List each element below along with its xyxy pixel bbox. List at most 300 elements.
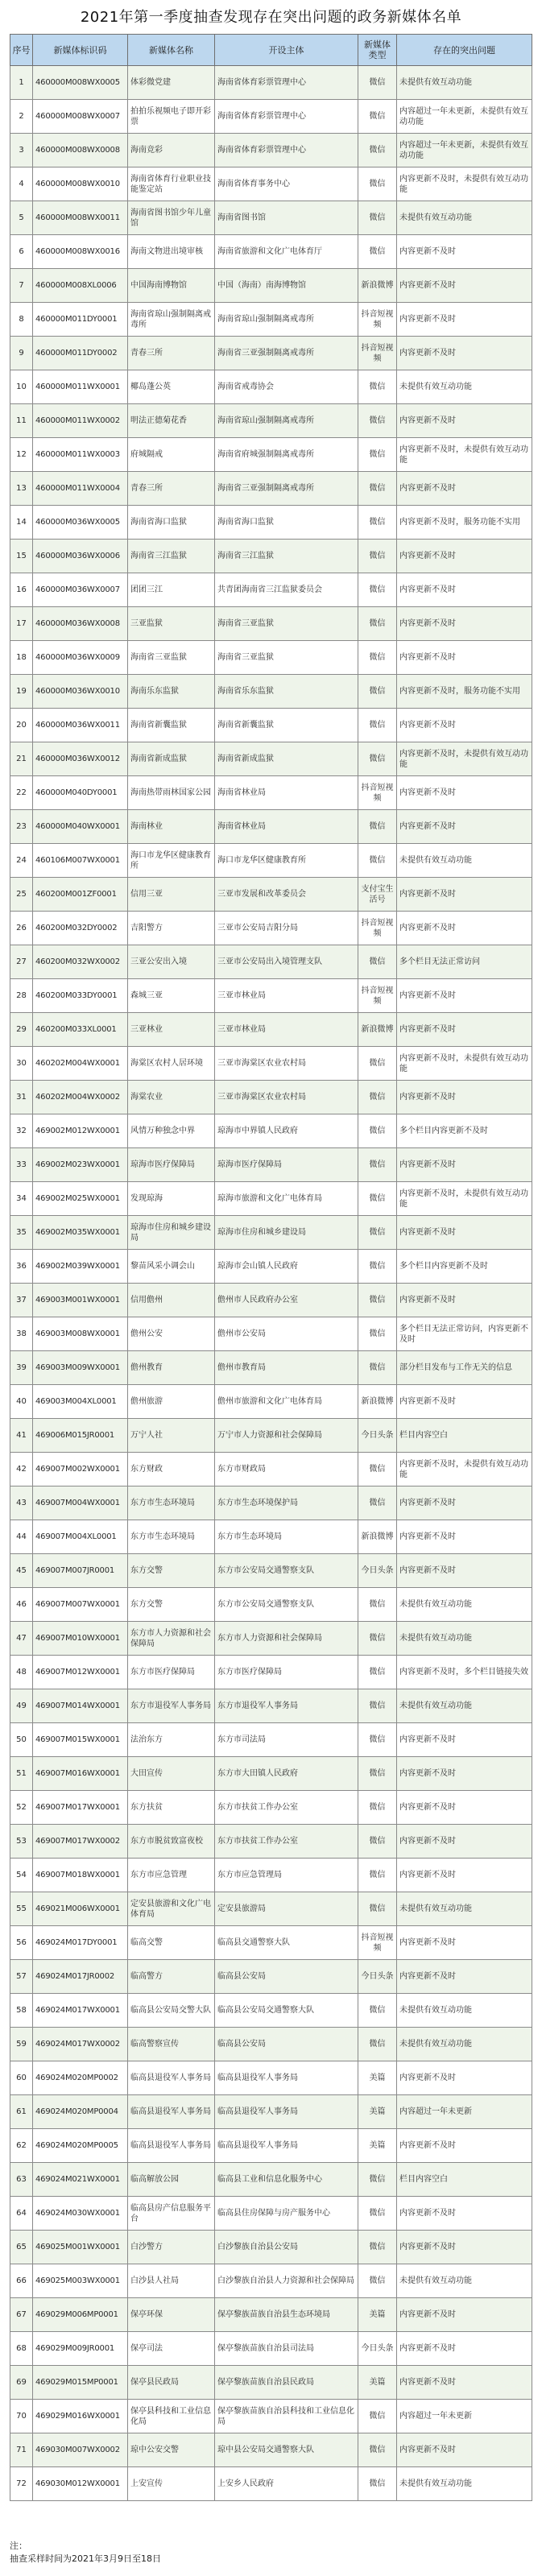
cell-issue: 未提供有效互动功能: [397, 1588, 532, 1622]
cell-index: 2: [10, 100, 33, 134]
cell-organizer: 临高县公安局: [215, 2028, 358, 2061]
cell-organizer: 保亭黎族苗族自治县司法局: [215, 2332, 358, 2366]
header-organizer: 开设主体: [215, 35, 358, 66]
cell-media-type: 微信: [358, 1486, 397, 1520]
cell-index: 67: [10, 2298, 33, 2332]
header-index: 序号: [10, 35, 33, 66]
cell-issue: 未提供有效互动功能: [397, 1622, 532, 1656]
cell-media-type: 微信: [358, 709, 397, 742]
cell-issue: 内容更新不及时: [397, 1825, 532, 1859]
cell-organizer: 琼海市会山镇人民政府: [215, 1250, 358, 1284]
cell-index: 18: [10, 641, 33, 675]
cell-media-name: 海南省琼山强制隔离戒毒所: [128, 303, 215, 337]
cell-media-code: 469007M002WX0001: [33, 1453, 128, 1486]
cell-index: 11: [10, 404, 33, 438]
cell-media-name: 拍拍乐视频电子即开彩票: [128, 100, 215, 134]
cell-media-code: 469007M017WX0001: [33, 1791, 128, 1825]
cell-media-type: 微信: [358, 1182, 397, 1216]
cell-media-code: 469024M030WX0001: [33, 2197, 128, 2231]
cell-organizer: 三亚市公安局吉阳分局: [215, 912, 358, 945]
cell-media-code: 469025M001WX0001: [33, 2231, 128, 2264]
cell-media-code: 469024M017JR0002: [33, 1960, 128, 1994]
table-row: [10, 2433, 532, 2467]
cell-index: 29: [10, 1013, 33, 1047]
cell-organizer: 海南省新囊监狱: [215, 709, 358, 742]
cell-media-type: 微信: [358, 1588, 397, 1622]
cell-media-name: 临高县退役军人事务局: [128, 2129, 215, 2163]
cell-issue: 内容更新不及时: [397, 303, 532, 337]
table-row: [10, 1926, 532, 1960]
cell-media-name: 海南省三江监狱: [128, 540, 215, 573]
table-row: [10, 337, 532, 370]
table-row: [10, 506, 532, 540]
table-row: [10, 1114, 532, 1148]
table-row: [10, 1723, 532, 1757]
table-row: [10, 2366, 532, 2400]
cell-organizer: 儋州市公安局: [215, 1317, 358, 1351]
cell-organizer: 东方市医疗保障局: [215, 1656, 358, 1689]
header-media-type: 新媒体类型: [358, 35, 397, 66]
cell-organizer: 临高县退役军人事务局: [215, 2095, 358, 2129]
cell-organizer: 东方市生态环境局: [215, 1520, 358, 1554]
cell-issue: 内容更新不及时: [397, 2129, 532, 2163]
cell-organizer: 临高县交通警察大队: [215, 1926, 358, 1960]
cell-issue: 内容超过一年未更新，未提供有效互动功能: [397, 134, 532, 167]
cell-media-type: 微信: [358, 66, 397, 100]
cell-media-type: 微信: [358, 1114, 397, 1148]
cell-organizer: 海南省三亚监狱: [215, 607, 358, 641]
cell-media-type: 微信: [358, 1656, 397, 1689]
cell-organizer: 海南省戒毒协会: [215, 370, 358, 404]
table-row: [10, 1791, 532, 1825]
cell-media-code: 469007M018WX0001: [33, 1859, 128, 1892]
table-row: [10, 1689, 532, 1723]
table-row: [10, 1859, 532, 1892]
cell-media-type: 美篇: [358, 2095, 397, 2129]
cell-issue: 内容更新不及时，未提供有效互动功能: [397, 1182, 532, 1216]
cell-media-code: 469029M009JR0001: [33, 2332, 128, 2366]
cell-organizer: 东方市扶贫工作办公室: [215, 1825, 358, 1859]
cell-media-code: 469007M015WX0001: [33, 1723, 128, 1757]
cell-organizer: 海南省三亚强制隔离戒毒所: [215, 337, 358, 370]
table-row: [10, 235, 532, 269]
cell-media-name: 三亚监狱: [128, 607, 215, 641]
cell-media-name: 海南林业: [128, 810, 215, 844]
cell-media-code: 460000M008WX0011: [33, 201, 128, 235]
cell-media-code: 460000M011DY0001: [33, 303, 128, 337]
cell-media-type: 微信: [358, 2467, 397, 2501]
cell-media-name: 青春三所: [128, 472, 215, 506]
cell-media-name: 海棠农业: [128, 1081, 215, 1114]
cell-index: 34: [10, 1182, 33, 1216]
table-row: [10, 2332, 532, 2366]
cell-organizer: 临高县退役军人事务局: [215, 2061, 358, 2095]
header-media-name: 新媒体名称: [128, 35, 215, 66]
cell-media-code: 460000M011WX0002: [33, 404, 128, 438]
cell-media-name: 海南省海口监狱: [128, 506, 215, 540]
cell-media-type: 微信: [358, 167, 397, 201]
cell-organizer: 三亚市公安局出入境管理支队: [215, 945, 358, 979]
cell-organizer: 儋州市教育局: [215, 1351, 358, 1385]
table-row: [10, 1520, 532, 1554]
cell-index: 32: [10, 1114, 33, 1148]
table-row: [10, 844, 532, 878]
cell-media-type: 微信: [358, 1892, 397, 1926]
cell-organizer: 临高县退役军人事务局: [215, 2129, 358, 2163]
table-row: [10, 1182, 532, 1216]
cell-index: 37: [10, 1284, 33, 1317]
cell-issue: 内容更新不及时，未提供有效互动功能: [397, 742, 532, 776]
cell-index: 48: [10, 1656, 33, 1689]
cell-media-type: 微信: [358, 810, 397, 844]
table-row: [10, 2264, 532, 2298]
cell-index: 40: [10, 1385, 33, 1419]
cell-index: 8: [10, 303, 33, 337]
table-row: [10, 776, 532, 810]
cell-media-code: 460200M001ZF0001: [33, 878, 128, 912]
cell-media-code: 469029M015MP0001: [33, 2366, 128, 2400]
cell-index: 66: [10, 2264, 33, 2298]
cell-organizer: 白沙黎族自治县公安局: [215, 2231, 358, 2264]
cell-media-code: 469003M008WX0001: [33, 1317, 128, 1351]
cell-index: 14: [10, 506, 33, 540]
table-row: [10, 540, 532, 573]
cell-media-name: 临高解放公园: [128, 2163, 215, 2197]
cell-index: 71: [10, 2433, 33, 2467]
cell-media-name: 吉阳警方: [128, 912, 215, 945]
cell-media-name: 万宁人社: [128, 1419, 215, 1453]
table-row: [10, 1588, 532, 1622]
cell-media-type: 新浪微博: [358, 1520, 397, 1554]
cell-media-type: 抖音短视频: [358, 303, 397, 337]
cell-issue: 部分栏目发布与工作无关的信息: [397, 1351, 532, 1385]
cell-media-code: 469029M016WX0001: [33, 2400, 128, 2433]
cell-media-code: 469002M035WX0001: [33, 1216, 128, 1250]
cell-media-type: 微信: [358, 1825, 397, 1859]
cell-media-name: 海南文物进出境审核: [128, 235, 215, 269]
table-row: [10, 1453, 532, 1486]
cell-index: 39: [10, 1351, 33, 1385]
cell-organizer: 保亭黎族苗族自治县民政局: [215, 2366, 358, 2400]
cell-issue: 内容更新不及时，未提供有效互动功能: [397, 438, 532, 472]
cell-media-name: 府城隔戒: [128, 438, 215, 472]
cell-issue: 内容超过一年未更新: [397, 2095, 532, 2129]
cell-issue: 栏目内容空白: [397, 1419, 532, 1453]
cell-media-type: 微信: [358, 1047, 397, 1081]
cell-organizer: 保亭黎族苗族自治县科技和工业信息化局: [215, 2400, 358, 2433]
cell-media-type: 微信: [358, 1689, 397, 1723]
cell-media-code: 469024M020MP0002: [33, 2061, 128, 2095]
cell-media-code: 469007M010WX0001: [33, 1622, 128, 1656]
cell-organizer: 三亚市发展和改革委员会: [215, 878, 358, 912]
cell-index: 36: [10, 1250, 33, 1284]
cell-organizer: 琼海市旅游和文化广电体育局: [215, 1182, 358, 1216]
cell-index: 52: [10, 1791, 33, 1825]
cell-media-code: 460000M036WX0011: [33, 709, 128, 742]
cell-media-name: 儋州公安: [128, 1317, 215, 1351]
cell-media-type: 抖音短视频: [358, 337, 397, 370]
cell-media-name: 东方市应急管理: [128, 1859, 215, 1892]
cell-media-name: 青春三所: [128, 337, 215, 370]
cell-organizer: 中国（海南）南海博物馆: [215, 269, 358, 303]
cell-media-name: 黎苗风采小调会山: [128, 1250, 215, 1284]
cell-organizer: 三亚市林业局: [215, 1013, 358, 1047]
cell-issue: 内容更新不及时: [397, 878, 532, 912]
cell-issue: 未提供有效互动功能: [397, 2028, 532, 2061]
cell-index: 1: [10, 66, 33, 100]
cell-issue: 内容更新不及时: [397, 2061, 532, 2095]
cell-issue: 未提供有效互动功能: [397, 66, 532, 100]
cell-organizer: 临高县住房保障与房产服务中心: [215, 2197, 358, 2231]
cell-organizer: 海南省体育彩票管理中心: [215, 134, 358, 167]
cell-index: 58: [10, 1994, 33, 2028]
cell-media-type: 微信: [358, 404, 397, 438]
table-row: [10, 1317, 532, 1351]
cell-media-name: 保亭司法: [128, 2332, 215, 2366]
cell-media-name: 法治东方: [128, 1723, 215, 1757]
cell-issue: 内容更新不及时: [397, 1385, 532, 1419]
cell-media-type: 新浪微博: [358, 1013, 397, 1047]
table-row: [10, 1892, 532, 1926]
cell-index: 23: [10, 810, 33, 844]
cell-organizer: 琼海市医疗保障局: [215, 1148, 358, 1182]
cell-index: 17: [10, 607, 33, 641]
cell-media-code: 460000M036WX0008: [33, 607, 128, 641]
cell-media-type: 微信: [358, 1723, 397, 1757]
cell-media-name: 海南竞彩: [128, 134, 215, 167]
cell-media-name: 东方市生态环境局: [128, 1486, 215, 1520]
cell-issue: 内容更新不及时: [397, 1284, 532, 1317]
cell-issue: 内容更新不及时: [397, 810, 532, 844]
cell-issue: 内容更新不及时: [397, 2197, 532, 2231]
cell-media-name: 东方市人力资源和社会保障局: [128, 1622, 215, 1656]
cell-organizer: 儋州市人民政府办公室: [215, 1284, 358, 1317]
cell-index: 55: [10, 1892, 33, 1926]
table-row: [10, 1419, 532, 1453]
cell-issue: 内容更新不及时: [397, 472, 532, 506]
cell-media-name: 临高县退役军人事务局: [128, 2061, 215, 2095]
cell-index: 19: [10, 675, 33, 709]
cell-index: 6: [10, 235, 33, 269]
cell-media-name: 海南省新囊监狱: [128, 709, 215, 742]
table-body: [10, 66, 532, 2501]
table-row: [10, 675, 532, 709]
cell-media-type: 微信: [358, 2163, 397, 2197]
cell-media-type: 今日头条: [358, 2332, 397, 2366]
cell-media-code: 460000M011WX0004: [33, 472, 128, 506]
cell-index: 10: [10, 370, 33, 404]
table-row: [10, 1757, 532, 1791]
cell-media-type: 新浪微博: [358, 269, 397, 303]
table-row: [10, 2095, 532, 2129]
cell-media-type: 微信: [358, 641, 397, 675]
cell-media-code: 460200M032DY0002: [33, 912, 128, 945]
cell-media-code: 460200M033XL0001: [33, 1013, 128, 1047]
table-row: [10, 1148, 532, 1182]
cell-media-type: 微信: [358, 1859, 397, 1892]
table-row: [10, 100, 532, 134]
cell-index: 35: [10, 1216, 33, 1250]
table-row: [10, 1013, 532, 1047]
cell-issue: 内容更新不及时，未提供有效互动功能: [397, 167, 532, 201]
cell-media-code: 469003M004XL0001: [33, 1385, 128, 1419]
cell-media-code: 460000M008WX0008: [33, 134, 128, 167]
cell-media-code: 460000M040DY0001: [33, 776, 128, 810]
table-row: [10, 742, 532, 776]
cell-media-type: 今日头条: [358, 1419, 397, 1453]
cell-media-type: 微信: [358, 1622, 397, 1656]
table-row: [10, 979, 532, 1013]
cell-media-name: 东方市生态环境局: [128, 1520, 215, 1554]
cell-media-code: 469007M014WX0001: [33, 1689, 128, 1723]
cell-organizer: 海南省琼山强制隔离戒毒所: [215, 303, 358, 337]
cell-organizer: 东方市退役军人事务局: [215, 1689, 358, 1723]
cell-media-type: 微信: [358, 1284, 397, 1317]
cell-index: 9: [10, 337, 33, 370]
cell-media-type: 抖音短视频: [358, 776, 397, 810]
cell-issue: 未提供有效互动功能: [397, 2264, 532, 2298]
cell-media-type: 微信: [358, 945, 397, 979]
cell-media-type: 美篇: [358, 2298, 397, 2332]
cell-media-name: 发现琼海: [128, 1182, 215, 1216]
cell-media-type: 微信: [358, 1453, 397, 1486]
cell-media-code: 469002M039WX0001: [33, 1250, 128, 1284]
cell-media-type: 微信: [358, 1757, 397, 1791]
cell-media-code: 460106M007WX0001: [33, 844, 128, 878]
cell-media-name: 上安宣传: [128, 2467, 215, 2501]
cell-organizer: 海南省图书馆: [215, 201, 358, 235]
cell-issue: 内容更新不及时: [397, 1520, 532, 1554]
cell-media-code: 469002M023WX0001: [33, 1148, 128, 1182]
cell-issue: 内容更新不及时: [397, 540, 532, 573]
cell-index: 12: [10, 438, 33, 472]
cell-media-type: 微信: [358, 438, 397, 472]
table-row: [10, 1960, 532, 1994]
cell-issue: 未提供有效互动功能: [397, 1892, 532, 1926]
cell-issue: 内容更新不及时: [397, 912, 532, 945]
cell-issue: 内容更新不及时，服务功能不实用: [397, 675, 532, 709]
cell-media-code: 460000M036WX0009: [33, 641, 128, 675]
cell-index: 45: [10, 1554, 33, 1588]
cell-organizer: 海南省府城强制隔离戒毒所: [215, 438, 358, 472]
cell-index: 30: [10, 1047, 33, 1081]
cell-media-code: 460000M036WX0012: [33, 742, 128, 776]
table-row: [10, 1385, 532, 1419]
cell-media-name: 琼海市医疗保障局: [128, 1148, 215, 1182]
cell-index: 53: [10, 1825, 33, 1859]
cell-organizer: 东方市大田镇人民政府: [215, 1757, 358, 1791]
cell-media-code: 469024M017WX0002: [33, 2028, 128, 2061]
cell-issue: 未提供有效互动功能: [397, 1994, 532, 2028]
cell-media-name: 儋州教育: [128, 1351, 215, 1385]
cell-media-type: 新浪微博: [358, 1385, 397, 1419]
cell-media-code: 460200M032WX0002: [33, 945, 128, 979]
cell-media-type: 微信: [358, 844, 397, 878]
cell-media-code: 469024M017WX0001: [33, 1994, 128, 2028]
cell-media-code: 469003M001WX0001: [33, 1284, 128, 1317]
table-row: [10, 573, 532, 607]
cell-media-code: 469030M012WX0001: [33, 2467, 128, 2501]
table-row: [10, 2197, 532, 2231]
cell-issue: 内容更新不及时: [397, 1926, 532, 1960]
cell-index: 50: [10, 1723, 33, 1757]
table-row: [10, 607, 532, 641]
cell-index: 42: [10, 1453, 33, 1486]
cell-index: 22: [10, 776, 33, 810]
cell-media-code: 469007M017WX0002: [33, 1825, 128, 1859]
cell-media-name: 白沙县人社局: [128, 2264, 215, 2298]
cell-organizer: 琼海市住房和城乡建设局: [215, 1216, 358, 1250]
cell-media-code: 469002M025WX0001: [33, 1182, 128, 1216]
cell-issue: 内容更新不及时: [397, 2332, 532, 2366]
table-row: [10, 1081, 532, 1114]
cell-media-name: 三亚林业: [128, 1013, 215, 1047]
cell-index: 7: [10, 269, 33, 303]
cell-index: 31: [10, 1081, 33, 1114]
cell-index: 63: [10, 2163, 33, 2197]
cell-index: 44: [10, 1520, 33, 1554]
cell-index: 33: [10, 1148, 33, 1182]
table-row: [10, 2028, 532, 2061]
cell-media-name: 东方财政: [128, 1453, 215, 1486]
cell-issue: 未提供有效互动功能: [397, 2467, 532, 2501]
cell-issue: 未提供有效互动功能: [397, 844, 532, 878]
cell-media-type: 美篇: [358, 2129, 397, 2163]
table-row: [10, 269, 532, 303]
header-issue: 存在的突出问题: [397, 35, 532, 66]
cell-media-name: 琼中公安交警: [128, 2433, 215, 2467]
cell-organizer: 海南省体育彩票管理中心: [215, 66, 358, 100]
cell-media-name: 临高警察宣传: [128, 2028, 215, 2061]
cell-organizer: 琼海市中界镇人民政府: [215, 1114, 358, 1148]
cell-media-name: 体彩微党建: [128, 66, 215, 100]
page-title: 2021年第一季度抽查发现存在突出问题的政务新媒体名单: [80, 9, 462, 26]
cell-media-name: 临高县公安局交警大队: [128, 1994, 215, 2028]
cell-organizer: 保亭黎族苗族自治县生态环境局: [215, 2298, 358, 2332]
table-row: [10, 404, 532, 438]
cell-media-type: 微信: [358, 2264, 397, 2298]
cell-organizer: 海南省新成监狱: [215, 742, 358, 776]
cell-media-type: 微信: [358, 201, 397, 235]
media-table: [10, 34, 532, 2501]
cell-media-type: 微信: [358, 742, 397, 776]
cell-organizer: 三亚市海棠区农业农村局: [215, 1081, 358, 1114]
cell-index: 13: [10, 472, 33, 506]
cell-index: 61: [10, 2095, 33, 2129]
cell-issue: 内容更新不及时: [397, 979, 532, 1013]
cell-organizer: 共青团海南省三江监狱委员会: [215, 573, 358, 607]
cell-index: 43: [10, 1486, 33, 1520]
cell-media-name: 信用儋州: [128, 1284, 215, 1317]
cell-media-type: 美篇: [358, 2061, 397, 2095]
cell-media-type: 今日头条: [358, 1960, 397, 1994]
cell-organizer: 上安乡人民政府: [215, 2467, 358, 2501]
cell-organizer: 海南省林业局: [215, 776, 358, 810]
cell-media-type: 微信: [358, 1250, 397, 1284]
cell-issue: 内容更新不及时: [397, 1216, 532, 1250]
cell-organizer: 白沙黎族自治县人力资源和社会保障局: [215, 2264, 358, 2298]
cell-organizer: 东方市财政局: [215, 1453, 358, 1486]
cell-index: 4: [10, 167, 33, 201]
cell-index: 57: [10, 1960, 33, 1994]
cell-index: 46: [10, 1588, 33, 1622]
table-row: [10, 370, 532, 404]
cell-organizer: 东方市公安局交通警察支队: [215, 1554, 358, 1588]
cell-media-name: 保亭县科技和工业信息化局: [128, 2400, 215, 2433]
cell-media-code: 469024M021WX0001: [33, 2163, 128, 2197]
cell-media-type: 微信: [358, 540, 397, 573]
cell-organizer: 海南省林业局: [215, 810, 358, 844]
